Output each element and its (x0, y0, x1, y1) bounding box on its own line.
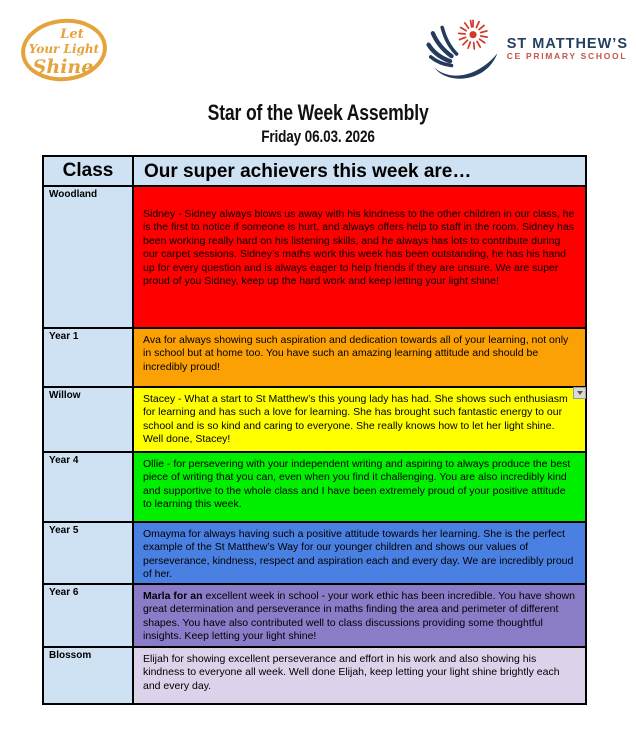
achiever-text-cell (134, 523, 585, 583)
school-logo (422, 16, 628, 82)
class-label: Year 4 (44, 453, 134, 521)
achiever-text: Omayma for always having such a positive attitude towards her learning. She is the perfect example of the St Matthew’s Way for our younger children and shows our values of perseverance, kindness, respect and aspiration each and every day. We are incredibly proud of her. (143, 528, 574, 581)
school-subtitle: CE PRIMARY SCHOOL (506, 51, 628, 62)
class-label: Year 1 (44, 329, 134, 386)
achiever-text-cell (134, 329, 585, 386)
achiever-text: Ollie - for persevering with your independent writing and aspiring to always produce the best piece of writing that you can, even when you find it challenging. You are also incredibly kind and supportive to the whole class and I have been extremely proud of your positive attitude to learning this week. (143, 458, 571, 511)
achiever-text-cell (134, 453, 585, 521)
achiever-name-bold: Marla for an (143, 590, 206, 602)
achiever-text-cell (134, 187, 585, 327)
achiever-text-cell (134, 388, 585, 451)
table-row-year1 (44, 327, 585, 386)
light-oval-icon (16, 12, 112, 90)
class-label: Year 6 (44, 585, 134, 646)
table-row-woodland (44, 185, 585, 327)
logo-word-let: Let (60, 27, 84, 42)
table-row-willow (44, 386, 585, 451)
hand-sun-icon (422, 16, 504, 82)
achiever-text: Ava for always showing such aspiration and dedication towards all of your learning, not only in school but at home too. You have such an amazing learning attitude and should be incredibly proud! (143, 334, 569, 373)
table-header-row (44, 157, 585, 185)
column-header-achievers: Our super achievers this week are… (134, 157, 585, 185)
class-label: Blossom (44, 648, 134, 703)
table-row-year6 (44, 583, 585, 646)
column-header-class: Class (44, 157, 134, 185)
achiever-text: excellent week in school - your work ethic has been incredible. You have shown great determination and perseverance in maths finding the area and perimeter of different shapes. You have also contributed well to class discussions providing some thoughtful insights. Keep letting your light shine! (143, 590, 575, 643)
page-title: Star of the Week Assembly (207, 100, 429, 125)
table-row-blossom (44, 646, 585, 703)
star-of-week-table (42, 155, 587, 705)
table-row-year4 (44, 451, 585, 521)
let-your-light-shine-logo (16, 12, 112, 90)
school-name: ST MATTHEW’S (506, 35, 628, 52)
achiever-text-cell (134, 585, 585, 646)
logo-word-your-light: Your Light (28, 42, 100, 56)
page-date: Friday 06.03. 2026 (261, 127, 375, 146)
achiever-text: Stacey - What a start to St Matthew’s this young lady has had. She shows such enthusiasm for learning and has such a love for learning. She has brought such fantastic energy to our school and is so kind and caring to everyone. She really knows how to let her light shine. Well done, Stacey! (143, 393, 568, 446)
achiever-text-cell (134, 648, 585, 703)
achiever-text: Elijah for showing excellent perseverance and effort in his work and also showing his kindness to everyone all week. Well done Elijah, keep letting your light shine brightly each and every day. (143, 653, 560, 692)
chevron-down-icon (577, 391, 583, 395)
class-label: Willow (44, 388, 134, 451)
logo-word-shine: Shine (32, 56, 94, 78)
cell-dropdown-button[interactable] (573, 387, 586, 399)
class-label: Woodland (44, 187, 134, 327)
class-label: Year 5 (44, 523, 134, 583)
achiever-text: Sidney - Sidney always blows us away with his kindness to the other children in our class, he is the first to notice if someone is hurt, and always offers help to staff in the room. Sidney has been working really hard on his listening skills, and he always has lots to contribute during our carpet sessions. Sidney’s maths work this week has been outstanding, he has his hand up for every question and is always eager to help friends if they are unsure. We are super proud of you Sidney, keep up the hard work and keep letting your light shine! (143, 208, 575, 288)
table-row-year5 (44, 521, 585, 583)
